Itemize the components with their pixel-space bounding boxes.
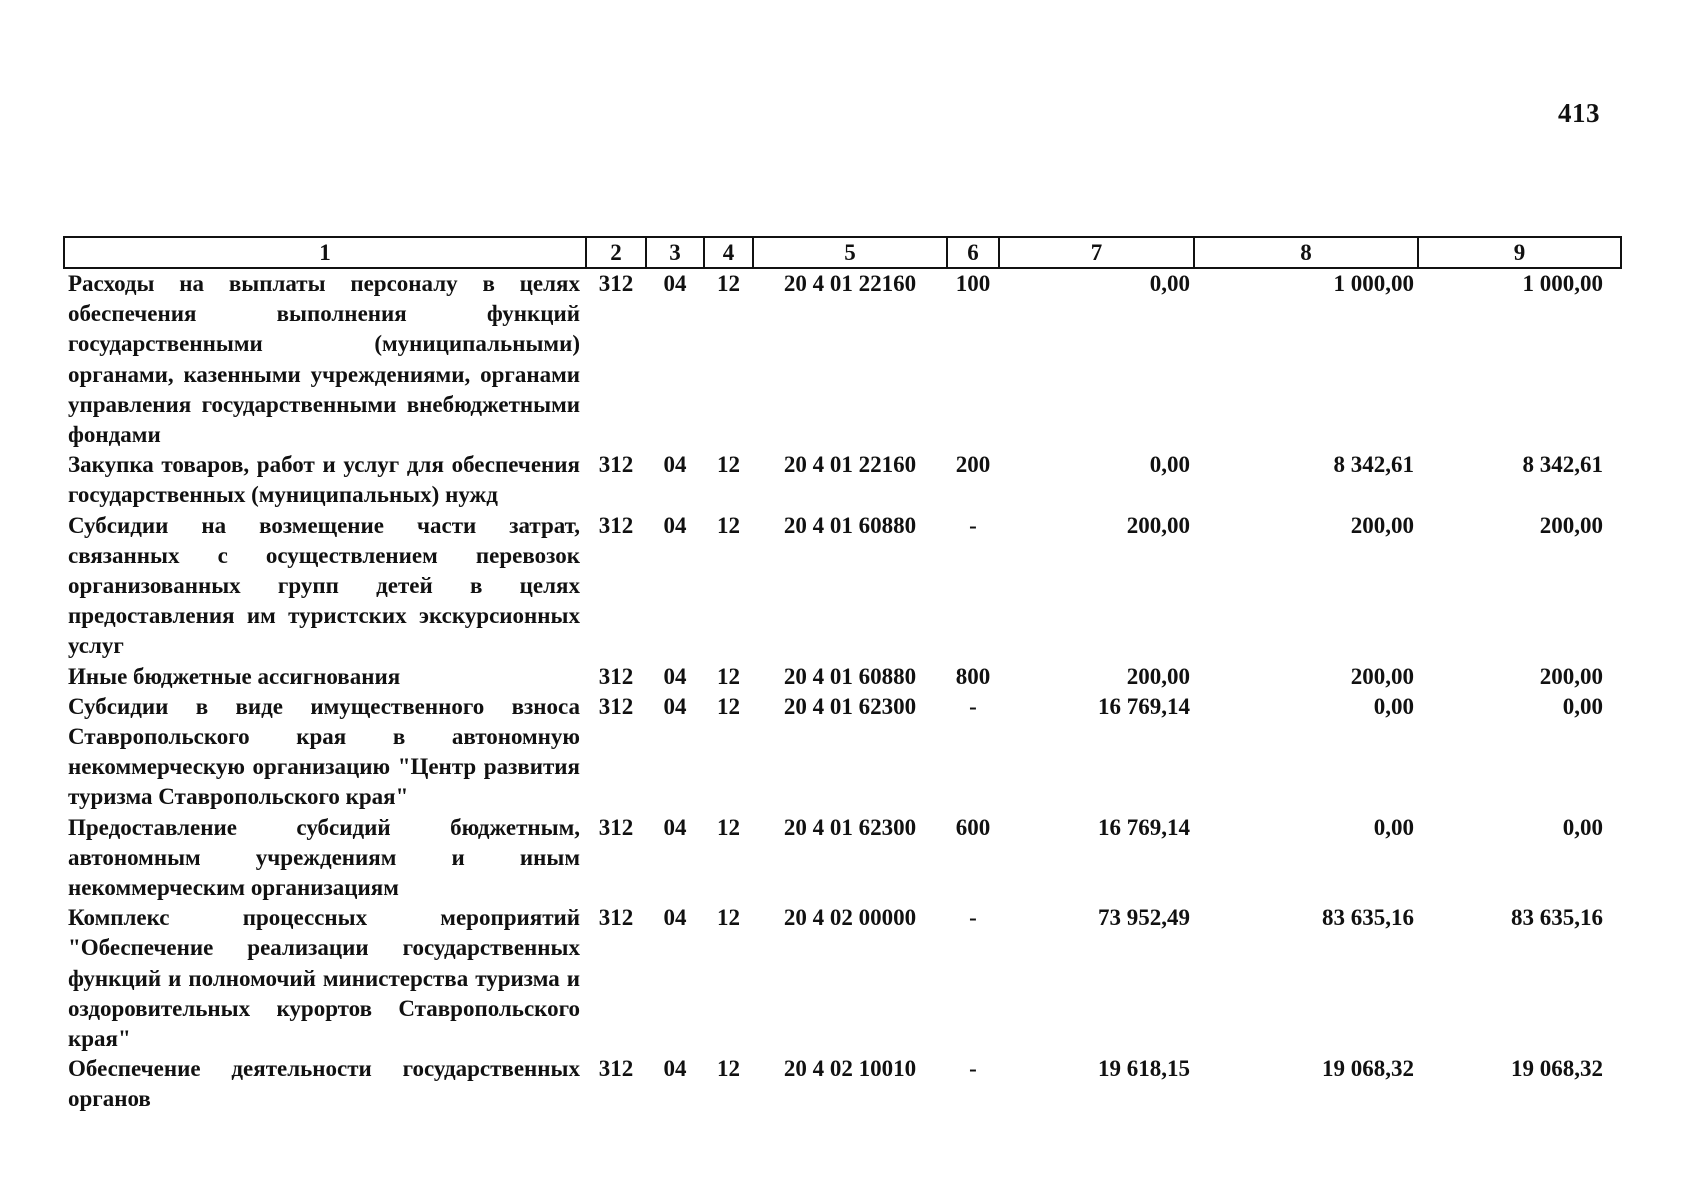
amount-col9-cell: 8 342,61 bbox=[1522, 452, 1603, 478]
amount-col9-cell: 0,00 bbox=[1562, 814, 1603, 840]
amount-col7-cell: 16 769,14 bbox=[1098, 814, 1190, 840]
amount-col8-cell: 0,00 bbox=[1373, 693, 1414, 719]
amount-col7-cell: 0,00 bbox=[1149, 271, 1190, 296]
amount-col8-cell: 83 635,16 bbox=[1322, 905, 1414, 931]
table-body bbox=[64, 268, 1621, 1115]
column-header-7: 7 bbox=[999, 237, 1194, 268]
row-name-cell: Субсидии на возмещение части затрат, связанных с осуществлением перевозок организованных групп детей в целях предоставления им туристских экскурсионных услуг bbox=[68, 512, 580, 659]
column-header-1: 1 bbox=[64, 237, 586, 268]
amount-col8-cell: 8 342,61 bbox=[1333, 452, 1414, 478]
section-code-cell: 04 bbox=[663, 1056, 687, 1082]
column-header-4: 4 bbox=[704, 237, 753, 268]
row-name-cell: Обеспечение деятельности государственных органов bbox=[68, 1056, 580, 1112]
ministry-code-cell: 312 bbox=[598, 452, 634, 478]
ministry-code-cell: 312 bbox=[598, 663, 634, 689]
amount-col8-cell: 200,00 bbox=[1350, 663, 1414, 689]
row-name-cell: Субсидии в виде имущественного взноса Ставропольского края в автономную некоммерческую организацию "Центр развития туризма Ставропольского края" bbox=[68, 693, 580, 810]
subsection-code-cell: 12 bbox=[717, 512, 740, 538]
table-header bbox=[64, 237, 1621, 268]
section-code-cell: 04 bbox=[663, 452, 687, 478]
amount-col7-cell: 73 952,49 bbox=[1098, 905, 1190, 931]
table-row bbox=[64, 511, 1621, 662]
column-header-3: 3 bbox=[646, 237, 704, 268]
subsection-code-cell: 12 bbox=[717, 1056, 740, 1082]
table-row bbox=[64, 813, 1621, 904]
section-code-cell: 04 bbox=[663, 271, 687, 296]
amount-col7-cell: 200,00 bbox=[1126, 512, 1190, 538]
expense-kind-cell: 200 bbox=[955, 452, 991, 478]
subsection-code-cell: 12 bbox=[717, 814, 740, 840]
expense-kind-cell: - bbox=[969, 1056, 977, 1082]
subsection-code-cell: 12 bbox=[717, 271, 740, 296]
header-row bbox=[64, 237, 1621, 268]
target-article-cell: 20 4 01 62300 bbox=[783, 814, 917, 840]
section-code-cell: 04 bbox=[663, 663, 687, 689]
table-row bbox=[64, 692, 1621, 813]
amount-col8-cell: 0,00 bbox=[1373, 814, 1414, 840]
expense-kind-cell: 800 bbox=[955, 663, 991, 689]
target-article-cell: 20 4 01 22160 bbox=[783, 452, 917, 478]
amount-col7-cell: 0,00 bbox=[1149, 452, 1190, 478]
target-article-cell: 20 4 01 60880 bbox=[783, 663, 917, 689]
amount-col7-cell: 19 618,15 bbox=[1098, 1056, 1190, 1082]
ministry-code-cell: 312 bbox=[598, 512, 634, 538]
section-code-cell: 04 bbox=[663, 814, 687, 840]
column-header-9: 9 bbox=[1418, 237, 1621, 268]
expense-kind-cell: 100 bbox=[955, 271, 991, 296]
subsection-code-cell: 12 bbox=[717, 663, 740, 689]
table-row bbox=[64, 903, 1621, 1054]
ministry-code-cell: 312 bbox=[598, 1056, 634, 1082]
table-row bbox=[64, 268, 1621, 450]
ministry-code-cell: 312 bbox=[598, 271, 634, 296]
amount-col7-cell: 16 769,14 bbox=[1098, 693, 1190, 719]
subsection-code-cell: 12 bbox=[717, 693, 740, 719]
expense-kind-cell: - bbox=[969, 905, 977, 931]
column-header-2: 2 bbox=[586, 237, 646, 268]
target-article-cell: 20 4 02 10010 bbox=[783, 1056, 917, 1082]
amount-col8-cell: 19 068,32 bbox=[1322, 1056, 1414, 1082]
target-article-cell: 20 4 01 62300 bbox=[783, 693, 917, 719]
row-name-cell: Закупка товаров, работ и услуг для обеспечения государственных (муниципальных) нужд bbox=[68, 452, 580, 508]
amount-col9-cell: 19 068,32 bbox=[1511, 1056, 1603, 1082]
section-code-cell: 04 bbox=[663, 905, 687, 931]
amount-col9-cell: 1 000,00 bbox=[1522, 271, 1603, 296]
target-article-cell: 20 4 01 60880 bbox=[783, 512, 917, 538]
expense-kind-cell: 600 bbox=[955, 814, 991, 840]
amount-col9-cell: 200,00 bbox=[1539, 663, 1603, 689]
ministry-code-cell: 312 bbox=[598, 814, 634, 840]
expense-kind-cell: - bbox=[969, 693, 977, 719]
ministry-code-cell: 312 bbox=[598, 905, 634, 931]
page-number: 413 bbox=[1558, 98, 1600, 128]
amount-col9-cell: 83 635,16 bbox=[1511, 905, 1603, 931]
amount-col8-cell: 1 000,00 bbox=[1333, 271, 1414, 296]
amount-col9-cell: 0,00 bbox=[1562, 693, 1603, 719]
table-row bbox=[64, 662, 1621, 692]
column-header-5: 5 bbox=[753, 237, 947, 268]
column-header-8: 8 bbox=[1194, 237, 1418, 268]
amount-col7-cell: 200,00 bbox=[1126, 663, 1190, 689]
table-row bbox=[64, 1054, 1621, 1114]
row-name-cell: Предоставление субсидий бюджетным, автономным учреждениям и иным некоммерческим организациям bbox=[68, 814, 580, 901]
row-name-cell: Расходы на выплаты персоналу в целях обеспечения выполнения функций государственными (муниципальными) органами, казенными учреждениями, органами управления государственными внебюджетными фондами bbox=[68, 271, 580, 448]
section-code-cell: 04 bbox=[663, 512, 687, 538]
row-name-cell: Комплекс процессных мероприятий "Обеспечение реализации государственных функций и полномочий министерства туризма и оздоровительных курортов Ставропольского края" bbox=[68, 905, 580, 1052]
section-code-cell: 04 bbox=[663, 693, 687, 719]
row-name-cell: Иные бюджетные ассигнования bbox=[68, 663, 401, 689]
column-header-6: 6 bbox=[947, 237, 999, 268]
budget-table bbox=[63, 236, 1622, 1115]
target-article-cell: 20 4 02 00000 bbox=[783, 905, 917, 931]
ministry-code-cell: 312 bbox=[598, 693, 634, 719]
amount-col9-cell: 200,00 bbox=[1539, 512, 1603, 538]
amount-col8-cell: 200,00 bbox=[1350, 512, 1414, 538]
table-row bbox=[64, 450, 1621, 510]
subsection-code-cell: 12 bbox=[717, 905, 740, 931]
subsection-code-cell: 12 bbox=[717, 452, 740, 478]
target-article-cell: 20 4 01 22160 bbox=[783, 271, 917, 296]
expense-kind-cell: - bbox=[969, 512, 977, 538]
